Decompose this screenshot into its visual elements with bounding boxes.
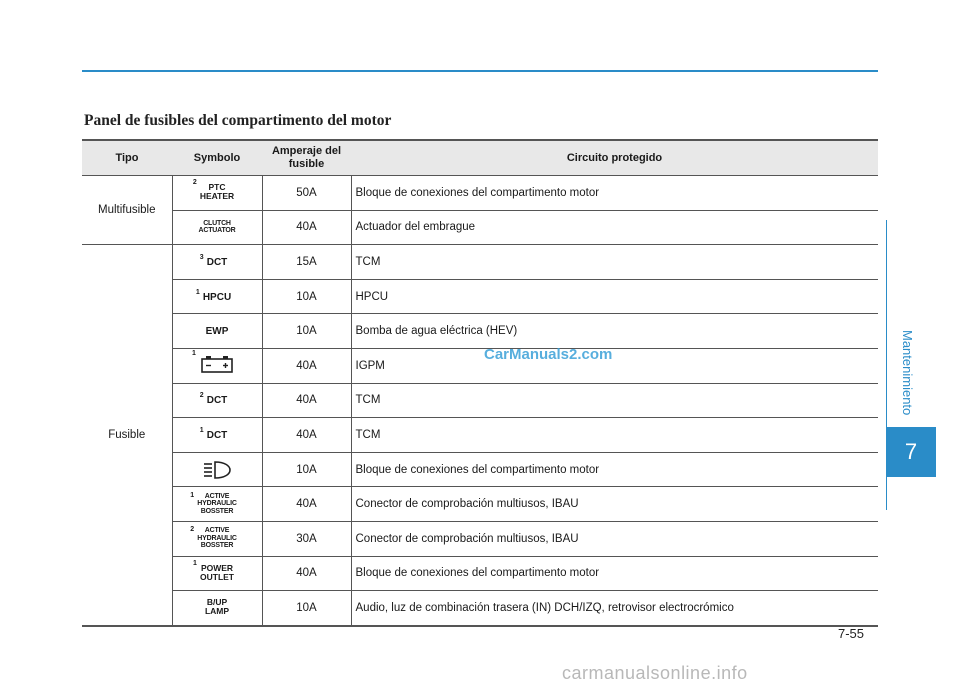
fuse-amp: 40A	[262, 383, 351, 418]
fuse-amp: 50A	[262, 176, 351, 211]
table-row	[82, 452, 878, 487]
fuse-circuit: Conector de comprobación multiusos, IBAU	[351, 521, 878, 556]
fuse-amp: 10A	[262, 452, 351, 487]
section-title: Panel de fusibles del compartimento del motor	[84, 112, 392, 129]
fuse-amp: 40A	[262, 348, 351, 383]
fuse-amp: 40A	[262, 487, 351, 522]
fuse-symbol: 2 DCT	[172, 383, 262, 418]
fuse-symbol: EWP	[172, 314, 262, 349]
fuse-circuit: TCM	[351, 383, 878, 418]
fuse-circuit: HPCU	[351, 279, 878, 314]
footer-watermark: carmanualsonline.info	[562, 663, 748, 683]
site-watermark: CarManuals2.com	[484, 346, 613, 363]
side-section-label: Mantenimiento	[900, 330, 915, 416]
group-multifusible: Multifusible	[82, 176, 172, 245]
table-row	[82, 556, 878, 591]
table-row	[82, 418, 878, 453]
fuse-amp: 10A	[262, 591, 351, 626]
fuse-amp: 30A	[262, 521, 351, 556]
table-row	[82, 348, 878, 383]
fuse-symbol: B/UP LAMP	[172, 591, 262, 626]
fuse-table	[82, 139, 878, 627]
table-row	[82, 314, 878, 349]
fuse-symbol: 2 ACTIVE HYDRAULIC BOSSTER	[172, 521, 262, 556]
header-circuit: Circuito protegido	[351, 140, 878, 176]
group-fusible: Fusible	[82, 245, 172, 626]
fuse-circuit: Bloque de conexiones del compartimento motor	[351, 452, 878, 487]
table-row	[82, 210, 878, 245]
fuse-circuit: IGPM	[351, 348, 878, 383]
fuse-circuit: Actuador del embrague	[351, 210, 878, 245]
fuse-symbol: 1	[172, 348, 262, 383]
fuse-symbol: 1 ACTIVE HYDRAULIC BOSSTER	[172, 487, 262, 522]
fuse-symbol: 1 POWER OUTLET	[172, 556, 262, 591]
table-row	[82, 176, 878, 211]
fuse-circuit: Bomba de agua eléctrica (HEV)	[351, 314, 878, 349]
fuse-symbol: CLUTCH ACTUATOR	[172, 210, 262, 245]
header-tipo: Tipo	[82, 140, 172, 176]
table-header-row	[82, 140, 878, 176]
fuse-symbol	[172, 452, 262, 487]
fuse-amp: 40A	[262, 418, 351, 453]
headlamp-icon	[201, 460, 233, 480]
top-rule	[82, 70, 878, 72]
fuse-circuit: Bloque de conexiones del compartimento motor	[351, 176, 878, 211]
page-number: 7-55	[838, 626, 865, 641]
header-symbol: Symbolo	[172, 140, 262, 176]
fuse-circuit: TCM	[351, 418, 878, 453]
fuse-amp: 10A	[262, 279, 351, 314]
table-row	[82, 245, 878, 280]
header-amp: Amperaje del fusible	[262, 140, 351, 176]
fuse-amp: 10A	[262, 314, 351, 349]
fuse-symbol: 1 HPCU	[172, 279, 262, 314]
chapter-tab: 7	[886, 427, 936, 477]
fuse-amp: 40A	[262, 556, 351, 591]
fuse-amp: 40A	[262, 210, 351, 245]
table-row	[82, 279, 878, 314]
table-row	[82, 487, 878, 522]
fuse-circuit: Conector de comprobación multiusos, IBAU	[351, 487, 878, 522]
table-row	[82, 591, 878, 626]
fuse-circuit: Bloque de conexiones del compartimento motor	[351, 556, 878, 591]
table-row	[82, 383, 878, 418]
table-row	[82, 521, 878, 556]
fuse-symbol: 1 DCT	[172, 418, 262, 453]
fuse-circuit: Audio, luz de combinación trasera (IN) DCH/IZQ, retrovisor electrocrómico	[351, 591, 878, 626]
fuse-symbol: 3 DCT	[172, 245, 262, 280]
battery-icon	[199, 354, 235, 374]
fuse-symbol: 2 PTC HEATER	[172, 176, 262, 211]
fuse-circuit: TCM	[351, 245, 878, 280]
fuse-amp: 15A	[262, 245, 351, 280]
